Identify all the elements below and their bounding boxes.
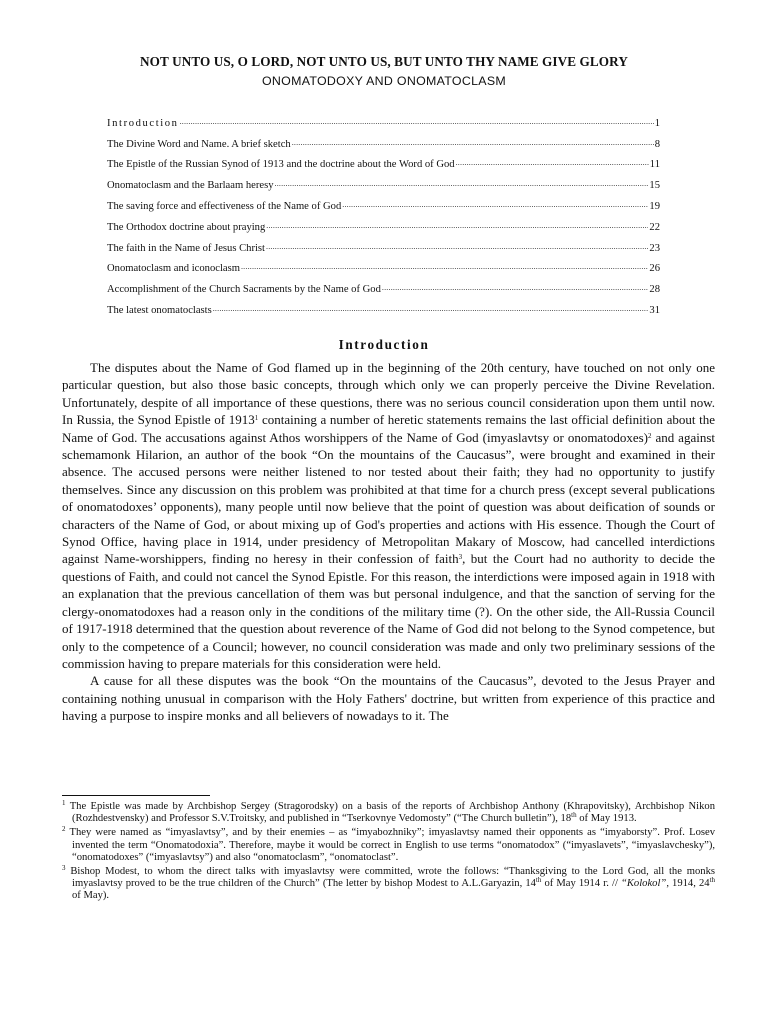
paragraph-text: , but the Court had no authority to decide the questions of Faith, and could not cancel the Synod Epistle. For this reason, the interdictions were imposed again in 1918 with an explanation that the previous cancellation of them was but personal indulgence, and that the sanction of serving for the clergy-onomatodoxes had a reason only in the conditions of the military time (?). On the other side, the All-Russia Council of 1917-1918 determined that the question about reverence of the Name of God did not belong to the Synod competence, but only to the competence of a Council; however, no council consideration was made and only two preliminary sessions of the commission having to prepare materials for this consideration were held. [62,551,715,671]
toc-entry-page: 19 [649,200,660,212]
toc-entry-page: 23 [649,242,660,254]
toc-leader-dots [275,178,649,190]
toc-entry-title: Accomplishment of the Church Sacraments by the Name of God [107,284,381,296]
document-title: NOT UNTO US, O LORD, NOT UNTO US, BUT UNTO THY NAME GIVE GLORY [140,54,628,69]
footnote-ref[interactable]: 1 [254,414,259,423]
toc-entry-title: The faith in the Name of Jesus Christ [107,242,265,254]
table-of-contents [107,108,660,316]
footnote [62,801,715,825]
footnotes [62,801,715,905]
toc-entry-title: The Orthodox doctrine about praying [107,221,266,233]
toc-entry-page: 28 [649,284,660,296]
toc-entry-page: 11 [649,159,660,171]
toc-entry[interactable] [107,129,660,150]
toc-entry-title: The latest onomatoclasts [107,304,212,316]
toc-entry-title: The saving force and effectiveness of the Name of God [107,200,342,212]
footnote-text: The Epistle was made by Archbishop Sergey (Stragorodsky) on a basis of the reports of Archbishop Anthony (Khrapovitsky), Archbishop Nikon (Rozhdestvensky) and Professor S.V.Troitsky, and published in “Tserkovnye Vedomosty” (“The Church bulletin”), 18 [69,801,715,825]
toc-entry-title: Introduction [107,117,179,129]
footnote-ref[interactable]: 2 [647,431,652,440]
footnote-text: Bishop Modest, to whom the direct talks with imyaslavtsy were committed, wrote the follows: “Thanksgiving to the Lord God, all the monks imyaslavtsy proved to be the true children of the Church” (The letter by bishop Modest to A.L.Garyazin, 14 [70,866,715,890]
toc-entry-page: 8 [654,138,660,150]
paragraph-text: containing a number of heretic statements remains the last official definition about the Name of God. The accusations against Athos worshippers of the Name of God (imyaslavtsy or onomatodoxes) [62,412,716,445]
footnote-text: of May). [72,890,110,902]
toc-leader-dots [292,137,654,149]
body-text [62,359,715,725]
toc-entry[interactable] [107,212,660,233]
footnote-ref[interactable]: 3 [458,553,463,562]
toc-leader-dots [180,116,654,128]
footnote-text: They were named as “imyaslavtsy”, and by their enemies – as “imyabozhniky”; imyaslavtsy named their opponents as “imyaborsty”. Prof. Losev invented the term “Onomatodoxia”. Therefore, maybe it would be correct in English to use terms “onomatodox” (“imyaslavets”, “imyaslavchesky”), “onomatodoxes” (“imyaslavtsy”) and also “onomatoclasm”, “onomatoclast”. [69,827,715,863]
footnote [62,827,715,864]
toc-entry-page: 1 [654,117,660,129]
toc-entry[interactable] [107,150,660,171]
footnote-number: 1 [62,799,66,807]
publication-title: “Kolokol” [620,878,667,890]
footnote-separator [62,795,210,796]
toc-entry[interactable] [107,254,660,275]
toc-leader-dots [266,241,648,253]
paragraph: A cause for all these disputes was the book “On the mountains of the Caucasus”, devoted to the Jesus Prayer and containing nothing unusual in comparison with the Holy Fathers' doctrine, but written from experience of this practice and having a purpose to inspire monks and all believers of nowadays to it. The [62,673,715,724]
toc-entry-page: 31 [649,304,660,316]
section-heading: Introduction [338,337,430,352]
ordinal-suffix: th [571,811,577,820]
toc-leader-dots [456,157,649,169]
footnote-number: 2 [62,825,66,834]
toc-entry-page: 15 [649,180,660,192]
toc-entry[interactable] [107,108,660,129]
toc-leader-dots [382,282,649,294]
toc-entry[interactable] [107,170,660,191]
toc-entry-page: 22 [649,221,660,233]
toc-entry-title: Onomatoclasm and the Barlaam heresy [107,180,274,192]
toc-entry[interactable] [107,274,660,295]
toc-leader-dots [266,220,648,232]
toc-leader-dots [342,199,648,211]
footnote [62,866,715,903]
paragraph-text: The disputes about the Name of God flamed up in the beginning of the 20th century, have touched on not only one particular question, but also those basic concepts, through which only we can properly perceive the Divine Revelation. Unfortunately, despite of all importance of these questions, there was no serious council consideration upon them until now. In Russia, the Synod Epistle of 1913 [62,360,715,428]
footnote-text: , 1914, 24 [666,878,710,890]
ordinal-suffix: th [535,876,542,885]
paragraph [62,359,715,672]
paragraph-text: and against schemamonk Hilarion, an author of the book “On the mountains of the Caucasus”, were brought and examined in their absence. The accused persons were neither listened to nor tested about their faith; they had no opportunity to justify themselves. Since any discussion on this problem was prohibited at that time for a church press (except several publications of onomatodoxes’ opponents), many people until now believe that the point of question was about deification of sounds or characters of the Name of God, or about mixing up of God's properties and actions with His essence. Though the Court of Synod Office, having place in 1914, under presidency of Metropolitan Makary of Moscow, had cancelled interdictions against Name-worshippers, finding no heresy in their confession of faith [62,429,716,567]
ordinal-suffix: th [709,876,716,885]
toc-leader-dots [213,303,649,315]
footnote-text: of May 1913. [576,813,637,825]
toc-entry[interactable] [107,295,660,316]
document-subtitle: ONOMATODOXY AND ONOMATOCLASM [261,74,507,88]
toc-entry-title: The Epistle of the Russian Synod of 1913 and the doctrine about the Word of God [107,159,455,171]
toc-entry-page: 26 [649,263,660,275]
toc-entry-title: The Divine Word and Name. A brief sketch [107,138,291,150]
toc-leader-dots [241,261,648,273]
footnote-text: of May 1914 г. // [541,878,621,890]
toc-entry-title: Onomatoclasm and iconoclasm [107,263,240,275]
toc-entry[interactable] [107,191,660,212]
footnote-number: 3 [62,864,66,873]
toc-entry[interactable] [107,233,660,254]
